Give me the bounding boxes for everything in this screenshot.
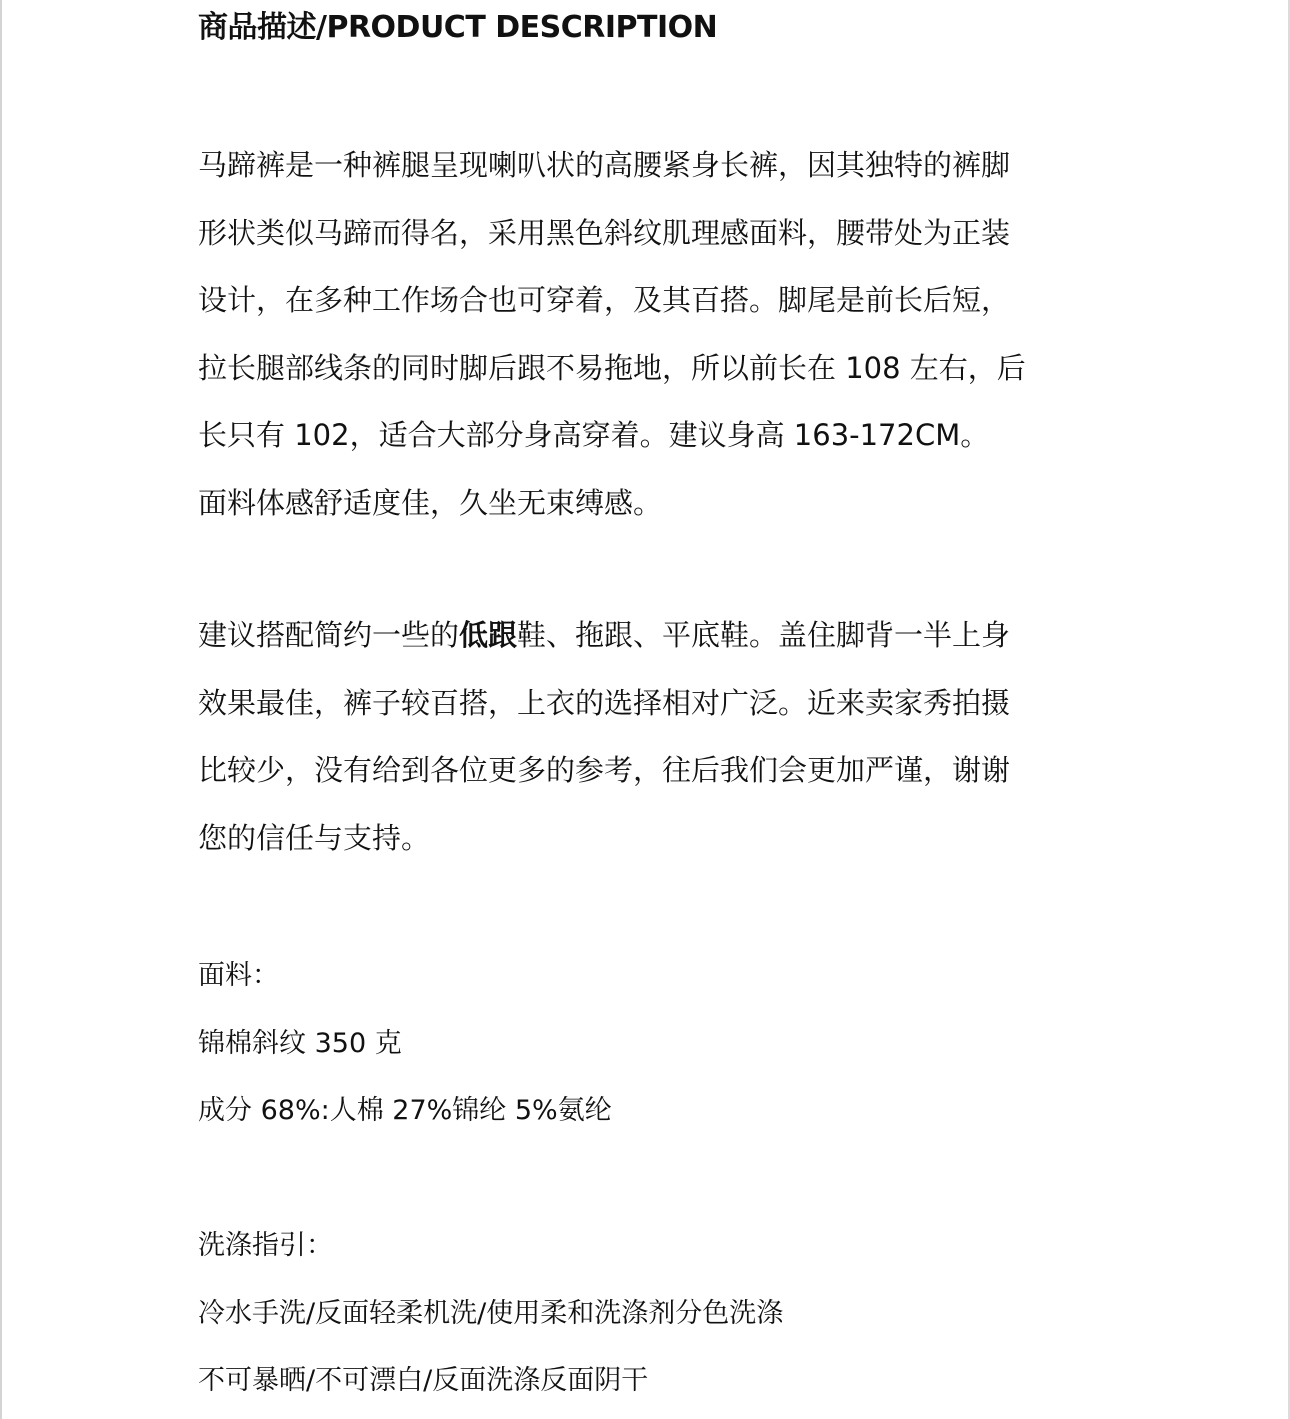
washing-instruction: 不可暴晒/不可漂白/反面洗涤反面阴干 <box>198 1365 649 1396</box>
washing-label: 洗涤指引： <box>198 1230 333 1261</box>
styling-text: 鞋、拖跟、平底鞋。盖住脚背一半上身 <box>517 618 1011 652</box>
description-line: 设计，在多种工作场合也可穿着，及其百搭。脚尾是前长后短， <box>198 283 1011 317</box>
fabric-composition: 成分 68%:人棉 27%锦纶 5%氨纶 <box>198 1095 612 1126</box>
description-line: 形状类似马蹄而得名，采用黑色斜纹肌理感面料，腰带处为正装 <box>198 215 1011 250</box>
fabric-section <box>198 942 612 1145</box>
washing-instruction: 冷水手洗/反面轻柔机洗/使用柔和洗涤剂分色洗涤 <box>198 1297 784 1329</box>
styling-line: 比较少，没有给到各位更多的参考，往后我们会更加严谨，谢谢 <box>198 753 1011 787</box>
section-title: 商品描述/PRODUCT DESCRIPTION <box>198 10 718 45</box>
styling-text: 建议搭配简约一些的 <box>198 618 460 652</box>
styling-line: 效果最佳，裤子较百搭，上衣的选择相对广泛。近来卖家秀拍摄 <box>198 685 1011 720</box>
styling-paragraph <box>198 602 1098 872</box>
fabric-label: 面料： <box>198 960 279 991</box>
description-paragraph <box>198 132 1098 537</box>
left-border <box>0 0 2 1419</box>
styling-emphasis: 低跟 <box>459 618 518 652</box>
description-line: 长只有 102，适合大部分身高穿着。建议身高 163-172CM。 <box>198 418 990 452</box>
fabric-material: 锦棉斜纹 350 克 <box>198 1027 402 1059</box>
styling-line: 您的信任与支持。 <box>198 820 431 855</box>
description-line: 面料体感舒适度佳，久坐无束缚感。 <box>198 485 663 520</box>
description-line: 拉长腿部线条的同时脚后跟不易拖地，所以前长在 108 左右，后 <box>198 350 1026 385</box>
styling-line <box>198 602 1098 670</box>
description-line: 马蹄裤是一种裤腿呈现喇叭状的高腰紧身长裤，因其独特的裤脚 <box>198 148 1011 182</box>
washing-section <box>198 1212 783 1415</box>
